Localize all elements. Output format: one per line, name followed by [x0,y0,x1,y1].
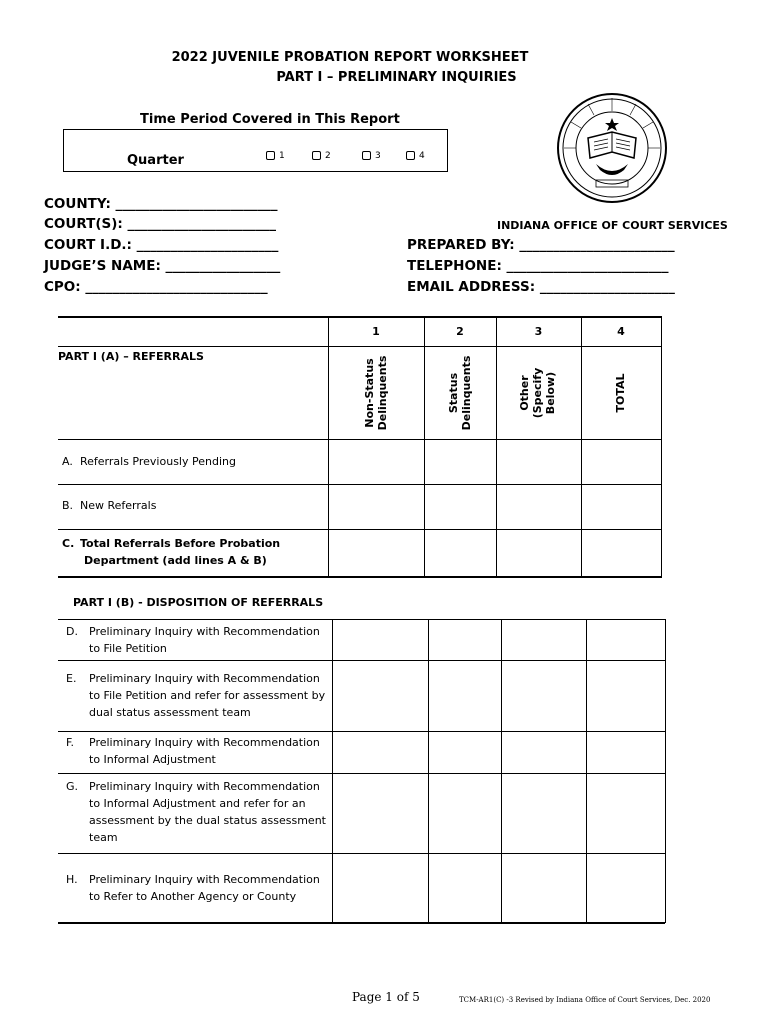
row-e-letter: E. [66,672,77,685]
row-e-line-1: Preliminary Inquiry with Recommendation [89,672,320,685]
judge-name-field[interactable]: JUDGE’S NAME: _________________ [44,258,281,274]
row-a-text: Referrals Previously Pending [80,455,236,468]
quarter-3-checkbox[interactable] [362,151,371,160]
cell-c-col-3[interactable] [498,531,579,574]
cell-g-col-3[interactable] [503,775,584,851]
header-total: TOTAL [614,373,627,413]
cell-c-col-2[interactable] [426,531,494,574]
cell-d-col-1[interactable] [334,621,426,658]
row-g-line-4: team [89,831,118,844]
row-a [62,453,322,471]
column-number-2: 2 [456,325,464,338]
quarter-4-checkbox[interactable] [406,151,415,160]
cell-c-col-4[interactable] [583,531,659,574]
quarter-1-checkbox[interactable] [266,151,275,160]
cell-e-col-4[interactable] [588,662,663,729]
row-h-letter: H. [66,873,78,886]
cell-g-col-4[interactable] [588,775,663,851]
row-g-line-1: Preliminary Inquiry with Recommendation [89,780,320,793]
row-c [62,535,322,571]
cell-b-col-3[interactable] [498,486,579,527]
agency-name: INDIANA OFFICE OF COURT SERVICES [497,219,728,232]
cell-h-col-2[interactable] [430,855,499,920]
cpo-field[interactable]: CPO: ___________________________ [44,279,268,295]
revision-note: TCM-AR1(C) -3 Revised by Indiana Office of Court Services, Dec. 2020 [459,996,711,1004]
cell-d-col-2[interactable] [430,621,499,658]
row-g [66,778,332,848]
cell-b-col-4[interactable] [583,486,659,527]
row-b-text: New Referrals [80,499,157,512]
row-h-line-2: to Refer to Another Agency or County [89,890,297,903]
cell-a-col-4[interactable] [583,441,659,482]
quarter-1-label: 1 [279,151,285,161]
prepared-by-field[interactable]: PREPARED BY: _______________________ [407,237,675,253]
row-g-letter: G. [66,780,79,793]
quarter-box [63,129,448,172]
cell-f-col-3[interactable] [503,733,584,771]
title-line-2: PART I – PRELIMINARY INQUIRIES [276,70,517,85]
cell-e-col-1[interactable] [334,662,426,729]
column-number-3: 3 [534,325,543,338]
row-f-line-1: Preliminary Inquiry with Recommendation [89,736,320,749]
county-field[interactable]: COUNTY: ________________________ [44,196,278,212]
cell-f-col-1[interactable] [334,733,426,771]
row-h [66,871,332,907]
cell-h-col-4[interactable] [588,855,663,920]
cell-f-col-4[interactable] [588,733,663,771]
row-c-letter: C. [62,537,75,550]
time-period-label: Time Period Covered in This Report [140,112,400,127]
cell-h-col-3[interactable] [503,855,584,920]
court-id-field[interactable]: COURT I.D.: _____________________ [44,237,279,253]
cell-b-col-1[interactable] [330,486,422,527]
row-g-line-3: assessment by the dual status assessment [89,814,326,827]
header-status-delinquents: Status Delinquents [447,355,473,431]
quarter-2-checkbox[interactable] [312,151,321,160]
part-a-title: PART I (A) – REFERRALS [58,350,204,363]
quarter-3-label: 3 [375,151,381,161]
row-e-line-2: to File Petition and refer for assessment by [89,689,326,702]
courts-field[interactable]: COURT(S): ______________________ [44,216,277,232]
row-f [66,734,332,770]
header-other-specify: Other (Specify Below) [518,367,557,419]
cell-d-col-3[interactable] [503,621,584,658]
row-d-line-1: Preliminary Inquiry with Recommendation [89,625,320,638]
cell-e-col-3[interactable] [503,662,584,729]
quarter-2-label: 2 [325,151,331,161]
telephone-field[interactable]: TELEPHONE: ________________________ [407,258,669,274]
row-g-line-2: to Informal Adjustment and refer for an [89,797,306,810]
row-b-letter: B. [62,499,74,512]
row-e [66,670,332,724]
cell-g-col-1[interactable] [334,775,426,851]
row-c-text-2: Department (add lines A & B) [84,554,267,567]
cell-b-col-2[interactable] [426,486,494,527]
cell-a-col-2[interactable] [426,441,494,482]
cell-e-col-2[interactable] [430,662,499,729]
cell-a-col-3[interactable] [498,441,579,482]
court-seal-icon [556,92,668,204]
cell-c-col-1[interactable] [330,531,422,574]
cell-h-col-1[interactable] [334,855,426,920]
row-b [62,497,322,515]
row-d [66,623,332,659]
cell-g-col-2[interactable] [430,775,499,851]
title-line-1: 2022 JUVENILE PROBATION REPORT WORKSHEET [171,50,529,65]
cell-f-col-2[interactable] [430,733,499,771]
cell-d-col-4[interactable] [588,621,663,658]
part-b-title: PART I (B) - DISPOSITION OF REFERRALS [73,596,324,609]
row-h-line-1: Preliminary Inquiry with Recommendation [89,873,320,886]
cell-a-col-1[interactable] [330,441,422,482]
row-f-letter: F. [66,736,75,749]
row-a-letter: A. [62,455,73,468]
quarter-label: Quarter [127,153,184,168]
row-d-letter: D. [66,625,78,638]
email-field[interactable]: EMAIL ADDRESS: ____________________ [407,279,675,295]
row-f-line-2: to Informal Adjustment [89,753,216,766]
quarter-4-label: 4 [419,151,425,161]
column-number-4: 4 [617,325,625,338]
row-e-line-3: dual status assessment team [89,706,251,719]
row-d-line-2: to File Petition [89,642,167,655]
column-number-1: 1 [372,325,380,338]
page-number: Page 1 of 5 [352,990,420,1004]
row-c-text: Total Referrals Before Probation [80,537,281,550]
header-non-status-delinquents: Non-Status Delinquents [363,355,389,431]
